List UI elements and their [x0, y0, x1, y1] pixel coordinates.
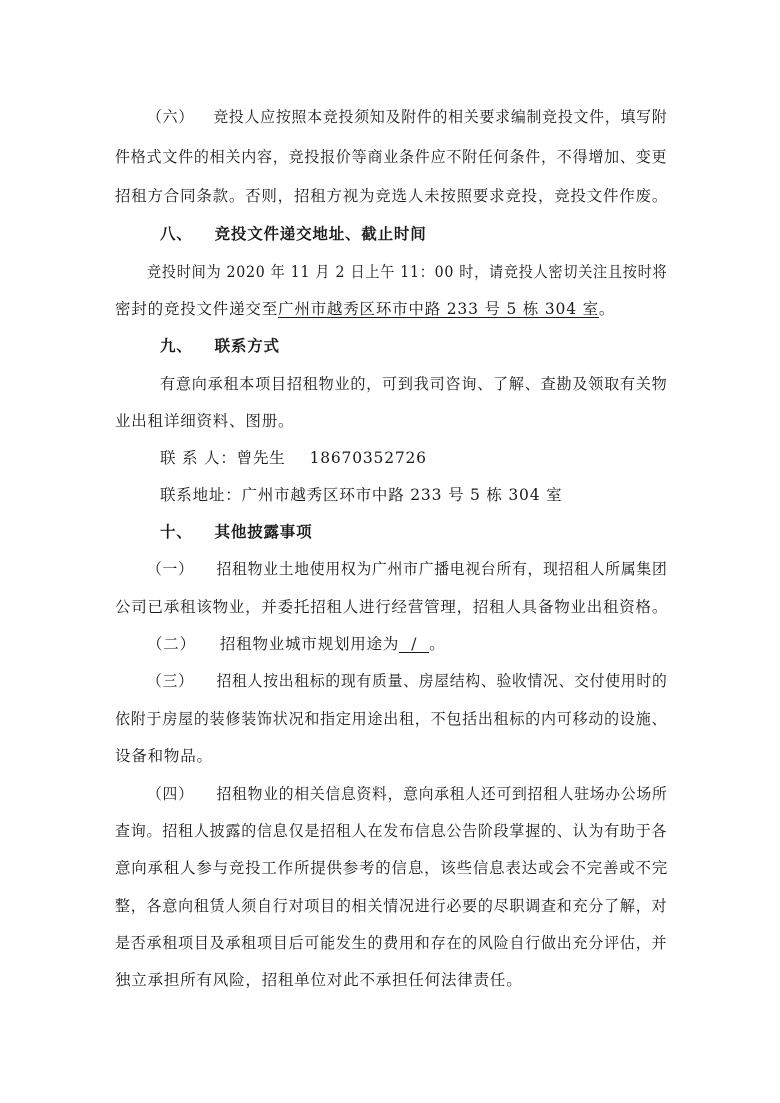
clause-6-line-2: 件格式文件的相关内容，竞投报价等商业条件应不附任何条件，不得增加、变更 — [115, 148, 668, 166]
contact-phone: 18670352726 — [309, 449, 427, 467]
section-8-line-1: 竞投时间为 2020 年 11 月 2 日上午 11：00 时，请竞投人密切关注且按时将 — [147, 263, 668, 281]
item-1-text-1: 招租物业土地使用权为广州市广播电视台所有，现招租人所属集团 — [216, 560, 668, 578]
item-3-line-1 — [147, 671, 668, 691]
clause-6-line-3: 招租方合同条款。否则，招租方视为竞选人未按照要求竞投，竞投文件作废。 — [115, 187, 669, 205]
item-4-text-1: 招租物业的相关信息资料，意向承租人还可到招租人驻场办公场所 — [216, 785, 668, 803]
item-3-text-1: 招租人按出租标的现有质量、房屋结构、验收情况、交付使用时的 — [216, 672, 668, 690]
item-1-line-2: 公司已承租该物业，并委托招租人进行经营管理，招租人具备物业出租资格。 — [115, 598, 669, 616]
item-4-line-1 — [147, 784, 668, 804]
section-8-text-prefix: 密封的竞投文件递交至 — [115, 300, 279, 318]
section-8-number: 八、 — [160, 225, 193, 243]
section-9-heading — [160, 336, 280, 356]
section-9-line-1: 有意向承租本项目招租物业的，可到我司咨询、了解、查勘及领取有关物 — [160, 375, 668, 393]
section-8-title: 竞投文件递交地址、截止时间 — [214, 225, 427, 243]
item-2-line-1 — [147, 634, 446, 654]
contact-address-row — [160, 485, 562, 505]
item-1-label: （一） — [147, 560, 194, 578]
planned-use-blank: / — [399, 636, 429, 653]
section-9-line-2: 业出租详细资料、图册。 — [115, 412, 295, 430]
contact-person-name: 曾先生 — [236, 449, 286, 467]
item-1-line-1 — [147, 559, 668, 579]
item-4-line-5: 是否承租项目及承租项目后可能发生的费用和存在的风险自行做出充分评估，并 — [115, 934, 668, 952]
clause-6-text-1: 竞投人应按照本竞投须知及附件的相关要求编制竞投文件，填写附 — [213, 108, 668, 126]
section-8-text-suffix: 。 — [598, 300, 616, 318]
contact-address-label: 联系地址： — [160, 486, 242, 504]
contact-person-label: 联 系 人： — [160, 449, 237, 467]
section-8-heading — [160, 224, 427, 244]
item-3-line-3: 设备和物品。 — [115, 747, 213, 765]
item-4-line-4: 整，各意向租赁人须自行对项目的相关情况进行必要的尽职调查和充分了解，对 — [115, 897, 668, 915]
item-4-label: （四） — [147, 785, 194, 803]
item-4-line-2: 查询。招租人披露的信息仅是招租人在发布信息公告阶段掌握的、认为有助于各 — [115, 822, 668, 840]
section-9-title: 联系方式 — [214, 337, 280, 355]
item-4-line-3: 意向承租人参与竞投工作所提供参考的信息，该些信息表达或会不完善或不完 — [115, 859, 669, 877]
contact-person-row — [160, 448, 427, 468]
item-2-text: 招租物业城市规划用途为 — [219, 635, 400, 653]
contact-address: 广州市越秀区环市中路 233 号 5 栋 304 室 — [241, 486, 563, 504]
clause-6-line-1 — [147, 107, 667, 127]
item-2-end: 。 — [429, 635, 446, 653]
item-3-line-2: 依附于房屋的装修装饰状况和指定用途出租，不包括出租标的内可移动的设施、 — [115, 710, 668, 728]
clause-6-label: （六） — [147, 108, 194, 126]
section-8-line-2 — [115, 299, 615, 319]
section-10-number: 十、 — [160, 523, 193, 541]
item-4-line-6: 独立承担所有风险，招租单位对此不承担任何法律责任。 — [115, 971, 523, 989]
section-10-heading — [160, 522, 312, 542]
section-10-title: 其他披露事项 — [214, 523, 313, 541]
item-3-label: （三） — [147, 672, 194, 690]
section-9-number: 九、 — [160, 337, 193, 355]
item-2-label: （二） — [147, 635, 196, 653]
submission-address: 广州市越秀区环市中路 233 号 5 栋 304 室 — [278, 300, 599, 318]
